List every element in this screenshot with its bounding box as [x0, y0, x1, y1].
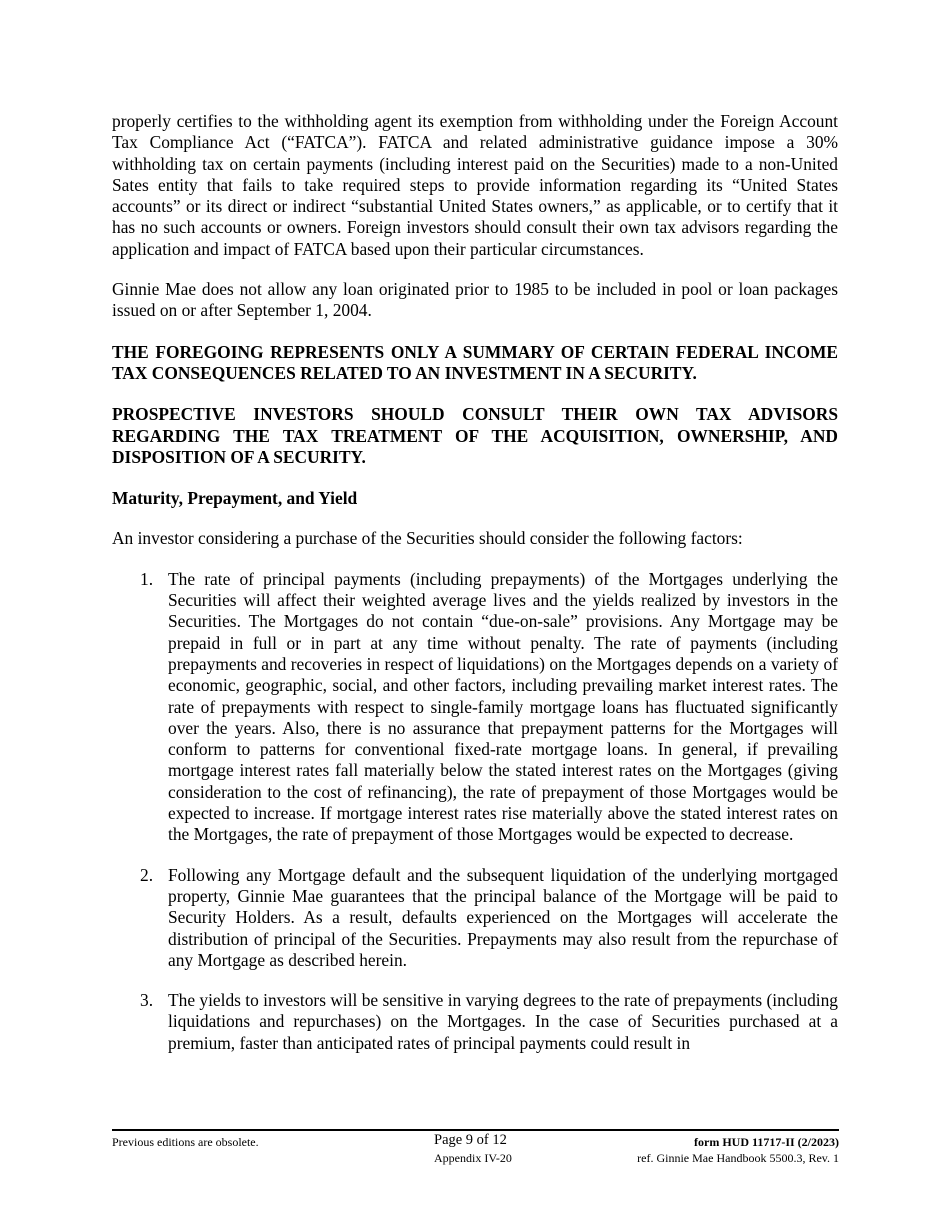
list-item-text: The rate of principal payments (including prepayments) of the Mortgages underlying the Securities will affect their weighted average lives and the yields realized by investors in the Securities. The Mortgages do not contain “due-on-sale” provisions. Any Mortgage may be prepaid in full or in part at any time without penalty. The rate of payments (including prepayments and recoveries in respect of liquidations) on the Mortgages depends on a variety of economic, geographic, social, and other factors, including prevailing market interest rates. The rate of prepayments with respect to single-family mortgage loans has fluctuated significantly over the years. Also, there is no assurance that prepayment patterns for the Mortgages will conform to patterns for conventional fixed-rate mortgage loans. In general, if prevailing mortgage interest rates fall materially below the stated interest rates on the Mortgages (giving consideration to the cost of refinancing), the rate of prepayment of those Mortgages would be expected to increase. If mortgage interest rates rise materially above the stated interest rates on the Mortgages, the rate of prepayment of those Mortgages would be expected to decrease. [168, 568, 838, 845]
loan-origination-paragraph: Ginnie Mae does not allow any loan originated prior to 1985 to be included in pool or loan packages issued on or after September 1, 2004. [112, 279, 838, 321]
tax-summary-notice: THE FOREGOING REPRESENTS ONLY A SUMMARY OF CERTAIN FEDERAL INCOME TAX CONSEQUENCES RELATED TO AN INVESTMENT IN A SECURITY. [112, 341, 838, 383]
list-item-number: 2. [140, 864, 154, 885]
factors-list [112, 569, 838, 1054]
list-item-text: The yields to investors will be sensitive in varying degrees to the rate of prepayments (including liquidations and repurchases) on the Mortgages. In the case of Securities purchased at a premium, faster than anticipated rates of principal payments could result in [168, 990, 838, 1053]
footer-obsolete-note: Previous editions are obsolete. [112, 1135, 259, 1149]
handbook-reference: ref. Ginnie Mae Handbook 5500.3, Rev. 1 [637, 1151, 839, 1165]
page-footer [112, 1129, 839, 1169]
tax-advisor-notice: PROSPECTIVE INVESTORS SHOULD CONSULT THEIR OWN TAX ADVISORS REGARDING THE TAX TREATMENT OF THE ACQUISITION, OWNERSHIP, AND DISPOSITION OF A SECURITY. [112, 404, 838, 467]
list-item [112, 569, 838, 846]
intro-paragraph: An investor considering a purchase of the Securities should consider the following factors: [112, 528, 743, 549]
document-body [112, 111, 838, 1054]
fatca-paragraph: properly certifies to the withholding agent its exemption from withholding under the Foreign Account Tax Compliance Act (“FATCA”). FATCA and related administrative guidance impose a 30% withholding tax on certain payments (including interest paid on the Securities) made to a non-United Sates entity that fails to take required steps to provide information regarding its “United States accounts” or its direct or indirect “substantial United States owners,” as applicable, or to certify that it has no such accounts or owners. Foreign investors should consult their own tax advisors regarding the application and impact of FATCA based upon their particular circumstances. [112, 111, 838, 259]
list-item-number: 1. [140, 568, 154, 589]
footer-divider [112, 1129, 839, 1131]
form-number: form HUD 11717-II (2/2023) [694, 1135, 839, 1149]
list-item [112, 865, 838, 971]
list-item [112, 990, 838, 1054]
list-item-text: Following any Mortgage default and the subsequent liquidation of the underlying mortgaged property, Ginnie Mae guarantees that the principal balance of the Mortgage will be paid to Security Holders. As a result, defaults experienced on the Mortgages will accelerate the distribution of principal of the Securities. Prepayments may also result from the repurchase of any Mortgage as described herein. [168, 864, 838, 970]
list-item-number: 3. [140, 990, 154, 1011]
page-number: Page 9 of 12 [434, 1132, 507, 1148]
section-heading: Maturity, Prepayment, and Yield [112, 488, 358, 509]
appendix-label: Appendix IV-20 [434, 1151, 512, 1165]
